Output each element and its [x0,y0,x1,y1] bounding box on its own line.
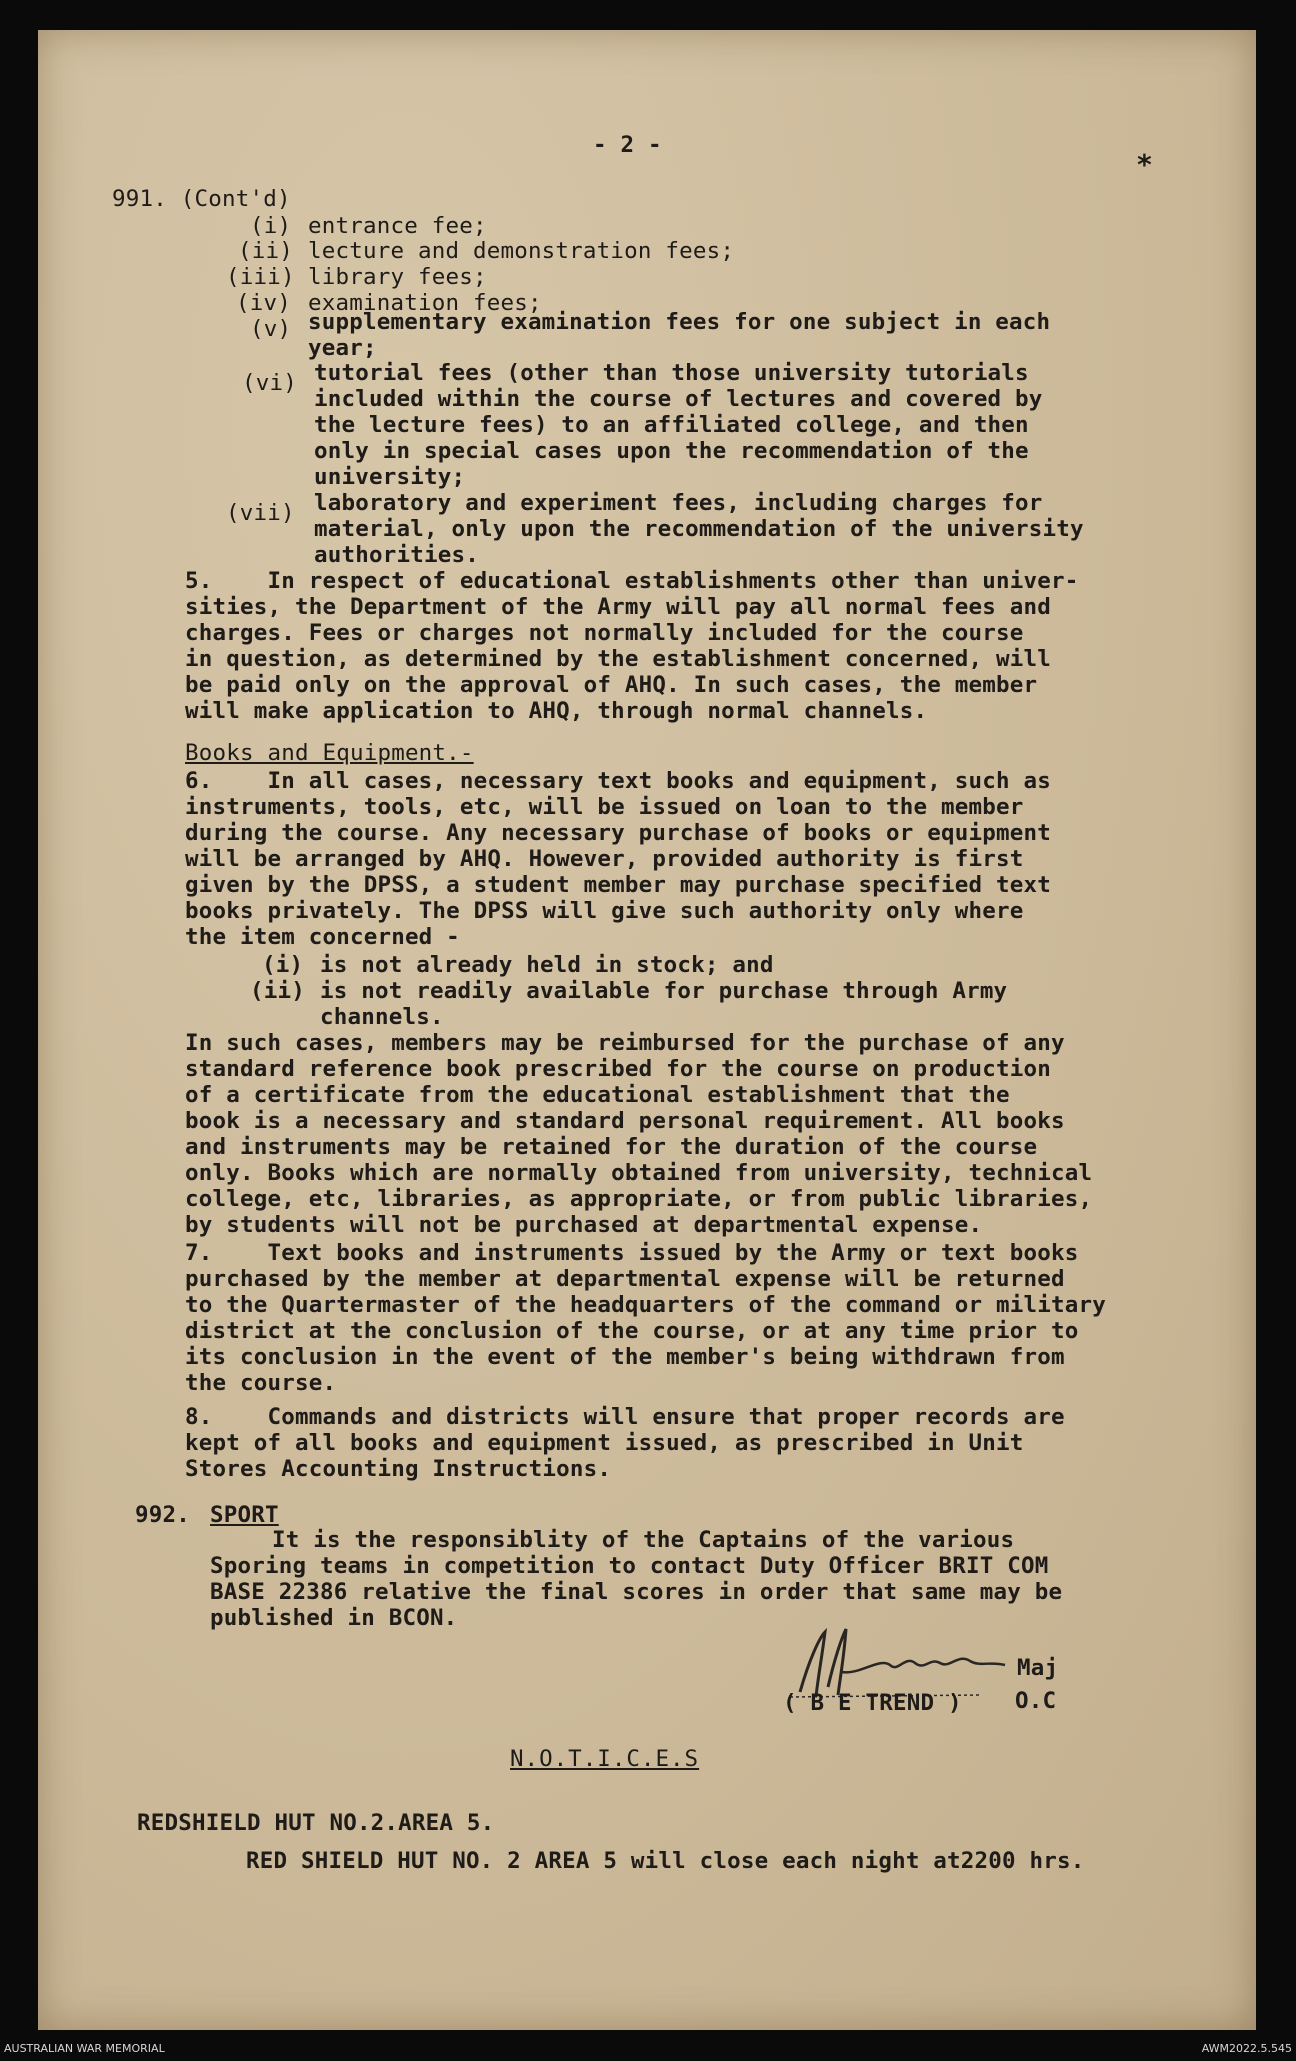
para-6-line: books privately. The DPSS will give such authority only where [185,898,1024,924]
item-text: library fees; [308,264,487,290]
sport-line: Sporing teams in competition to contact Duty Officer BRIT COM [210,1553,1049,1579]
page-number: - 2 - [593,132,662,158]
para-7-line: 7. Text books and instruments issued by the Army or text books [185,1240,1079,1266]
item-num: (ii) [250,978,305,1004]
para-6-line: will be arranged by AHQ. However, provided authority is first [185,846,1024,872]
para-8-line: kept of all books and equipment issued, as prescribed in Unit [185,1430,1024,1456]
section-992-heading: SPORT [210,1502,279,1528]
para-6b-line: standard reference book prescribed for the course on production [185,1056,1052,1082]
para-6-line: during the course. Any necessary purchase of books or equipment [185,820,1052,846]
item-text: only in special cases upon the recommendation of the [314,438,1029,464]
item-num: (vi) [242,370,297,396]
para-6-line: given by the DPSS, a student member may purchase specified text [185,872,1052,898]
item-text: channels. [320,1004,444,1030]
books-heading: Books and Equipment.- [185,740,474,766]
para-7-line: the course. [185,1370,337,1396]
para-7-line: its conclusion in the event of the member's being withdrawn from [185,1344,1065,1370]
item-text: supplementary examination fees for one subject in each [308,309,1051,335]
para-6b-line: book is a necessary and standard personal requirement. All books [185,1108,1065,1134]
item-text: university; [314,464,466,490]
para-6-line: instruments, tools, etc, will be issued on loan to the member [185,794,1024,820]
signature-name: ( B E TREND ) [783,1690,962,1716]
para-6b-line: In such cases, members may be reimbursed for the purchase of any [185,1030,1065,1056]
item-num: (i) [262,952,304,978]
sport-line: It is the responsiblity of the Captains of the various [272,1527,1015,1553]
corner-mark: * [1136,148,1154,181]
item-text: lecture and demonstration fees; [308,238,735,264]
item-num: (v) [250,316,292,342]
para-7-line: district at the conclusion of the course, or at any time prior to [185,1318,1079,1344]
item-text: tutorial fees (other than those university tutorials [314,360,1029,386]
item-num: (ii) [238,238,293,264]
para-5-line: sities, the Department of the Army will pay all normal fees and [185,594,1052,620]
para-5-line: 5. In respect of educational establishments other than univer- [185,568,1079,594]
item-num: (vii) [226,500,295,526]
para-7-line: purchased by the member at departmental expense will be returned [185,1266,1065,1292]
item-num: (iii) [226,264,295,290]
sport-line: published in BCON. [210,1605,458,1631]
para-8-line: 8. Commands and districts will ensure that proper records are [185,1404,1065,1430]
para-6b-line: by students will not be purchased at departmental expense. [185,1212,983,1238]
para-8-line: Stores Accounting Instructions. [185,1456,612,1482]
para-5-line: will make application to AHQ, through normal channels. [185,698,928,724]
item-text: included within the course of lectures and covered by [314,386,1043,412]
item-text: the lecture fees) to an affiliated college, and then [314,412,1029,438]
item-text: authorities. [314,542,479,568]
para-5-line: charges. Fees or charges not normally included for the course [185,620,1024,646]
item-text: is not readily available for purchase through Army [320,978,1008,1004]
para-6b-line: only. Books which are normally obtained from university, technical [185,1160,1093,1186]
item-text: is not already held in stock; and [320,952,774,978]
notices-heading: N.O.T.I.C.E.S [510,1746,700,1772]
notice-subheading: REDSHIELD HUT NO.2.AREA 5. [137,1810,495,1836]
para-6b-line: college, etc, libraries, as appropriate, or from public libraries, [185,1186,1093,1212]
item-text: year; [308,335,377,361]
item-text: examination fees; [308,290,542,316]
signature-role: O.C [1015,1688,1057,1714]
item-text: laboratory and experiment fees, including charges for [314,490,1043,516]
para-6-line: the item concerned - [185,924,460,950]
section-992-number: 992. [135,1502,190,1528]
para-5-line: be paid only on the approval of AHQ. In such cases, the member [185,672,1038,698]
sport-line: BASE 22386 relative the final scores in order that same may be [210,1579,1063,1605]
item-num: (iv) [236,290,291,316]
footer-source: AUSTRALIAN WAR MEMORIAL [4,2042,165,2055]
para-6-line: 6. In all cases, necessary text books and equipment, such as [185,768,1052,794]
footer-accession: AWM2022.5.545 [1201,2042,1292,2055]
para-7-line: to the Quartermaster of the headquarters of the command or military [185,1292,1106,1318]
section-991-heading: 991. (Cont'd) [112,186,291,212]
signature-rank: Maj [1017,1655,1059,1681]
para-6b-line: of a certificate from the educational establishment that the [185,1082,1010,1108]
notice-text: RED SHIELD HUT NO. 2 AREA 5 will close each night at2200 hrs. [246,1848,1085,1874]
para-6b-line: and instruments may be retained for the duration of the course [185,1134,1038,1160]
para-5-line: in question, as determined by the establishment concerned, will [185,646,1052,672]
item-text: material, only upon the recommendation of the university [314,516,1084,542]
item-text: entrance fee; [308,213,487,239]
item-num: (i) [250,213,292,239]
